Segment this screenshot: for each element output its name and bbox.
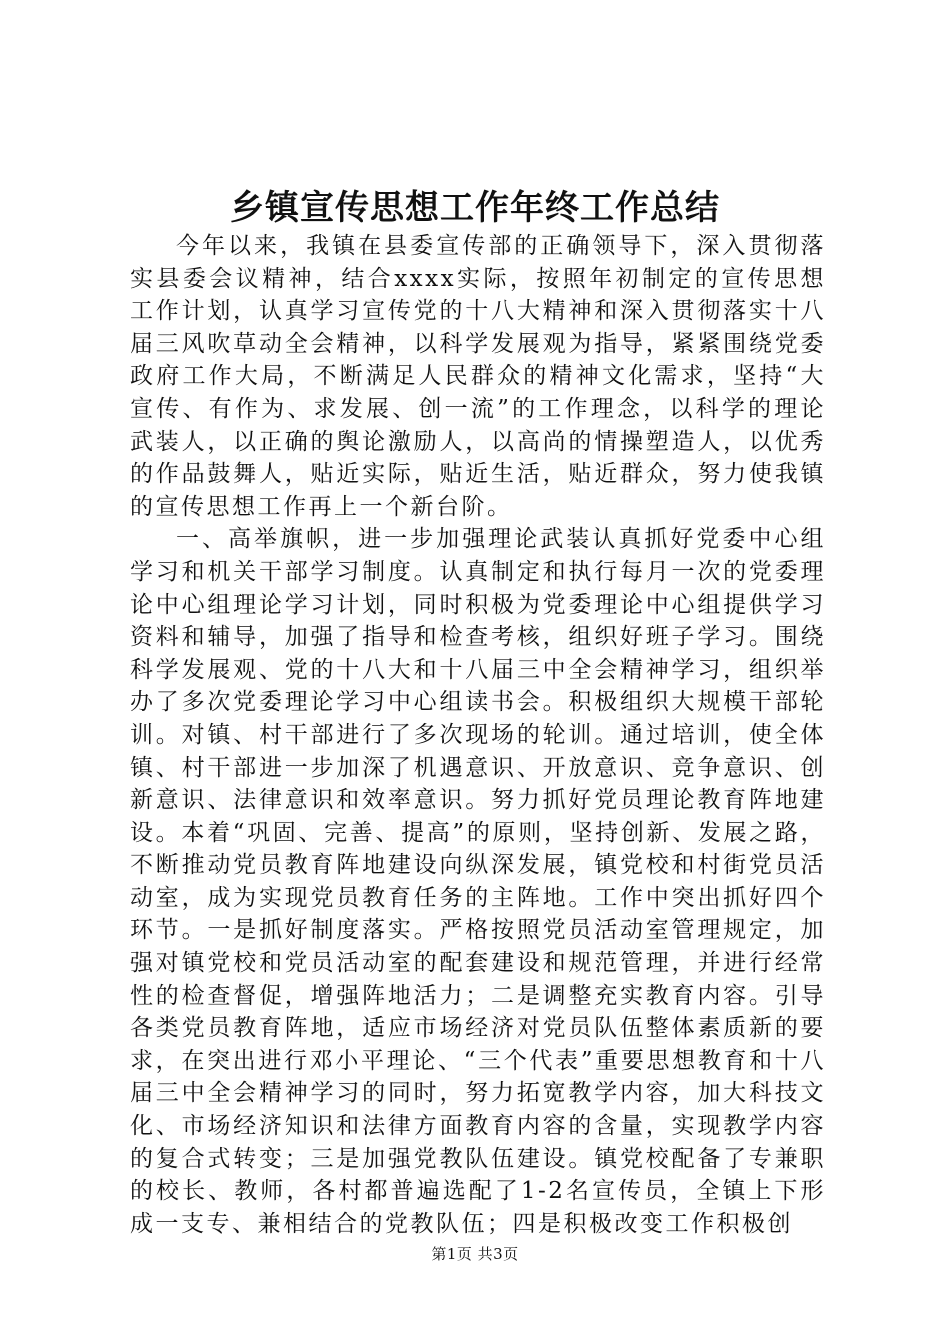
document-body: [130, 230, 826, 1240]
paragraph-intro: 今年以来，我镇在县委宣传部的正确领导下，深入贯彻落实县委会议精神，结合xxxx实际，按照年初制定的宣传思想工作计划，认真学习宣传党的十八大精神和深入贯彻落实十八届三风吹草动全会精神，以科学发展观为指导，紧紧围绕党委政府工作大局，不断满足人民群众的精神文化需求，坚持“大宣传、有作为、求发展、创一流”的工作理念，以科学的理论武装人，以正确的舆论激励人，以高尚的情操塑造人，以优秀的作品鼓舞人，贴近实际，贴近生活，贴近群众，努力使我镇的宣传思想工作再上一个新台阶。: [130, 233, 826, 520]
page-footer: 第1页 共3页: [431, 1245, 519, 1263]
page-title: 乡镇宣传思想工作年终工作总结: [230, 188, 720, 228]
paragraph-section-one: 一、高举旗帜，进一步加强理论武装认真抓好党委中心组学习和机关干部学习制度。认真制定和执行每月一次的党委理论中心组理论学习计划，同时积极为党委理论中心组提供学习资料和辅导，加强了指导和检查考核，组织好班子学习。围绕科学发展观、党的十八大和十八届三中全会精神学习，组织举办了多次党委理论学习中心组读书会。积极组织大规模干部轮训。对镇、村干部进行了多次现场的轮训。通过培训，使全体镇、村干部进一步加深了机遇意识、开放意识、竞争意识、创新意识、法律意识和效率意识。努力抓好党员理论教育阵地建设。本着“巩固、完善、提高”的原则，坚持创新、发展之路，不断推动党员教育阵地建设向纵深发展，镇党校和村街党员活动室，成为实现党员教育任务的主阵地。工作中突出抓好四个环节。一是抓好制度落实。严格按照党员活动室管理规定，加强对镇党校和党员活动室的配套建设和规范管理，并进行经常性的检查督促，增强阵地活力；二是调整充实教育内容。引导各类党员教育阵地，适应市场经济对党员队伍整体素质新的要求，在突出进行邓小平理论、“三个代表”重要思想教育和十八届三中全会精神学习的同时，努力拓宽教学内容，加大科技文化、市场经济知识和法律方面教育内容的含量，实现教学内容的复合式转变；三是加强党教队伍建设。镇党校配备了专兼职的校长、教师，各村都普遍选配了1-2名宣传员，全镇上下形成一支专、兼相结合的党教队伍；四是积极改变工作积极创: [130, 526, 826, 1237]
